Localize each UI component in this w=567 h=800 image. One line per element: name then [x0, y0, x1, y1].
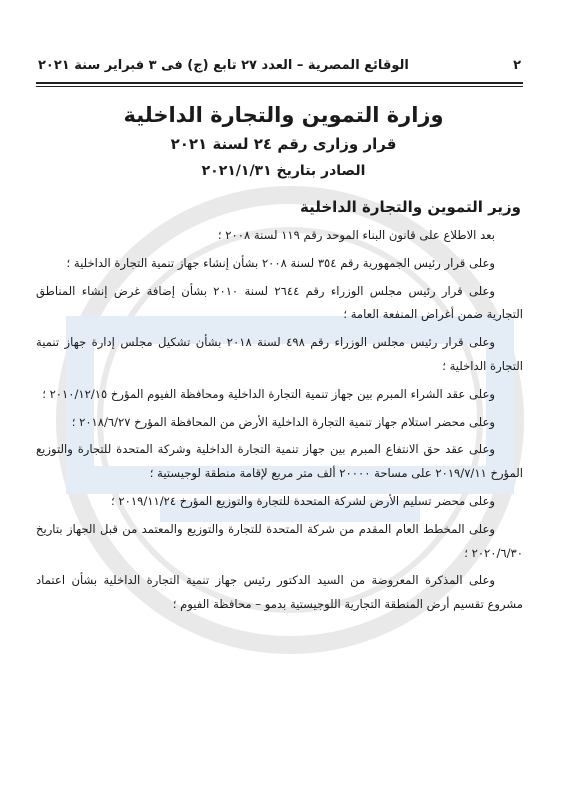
document-body — [36, 224, 523, 617]
paragraph: وعلى عقد حق الانتفاع المبرم بين جهاز تنمية التجارة الداخلية وشركة المتحدة للتجارة والتوزيع المؤرخ ٢٠١٩/٧/١١ على مساحة ٢٠٠٠٠ ألف متر مربع لإقامة منطقة لوجيستية ؛ — [36, 442, 523, 481]
header-divider — [36, 82, 523, 87]
issue-date: الصادر بتاريخ ٢٠٢١/١/٣١ — [201, 163, 366, 179]
title-block — [60, 103, 507, 179]
paragraph: وعلى عقد الشراء المبرم بين جهاز تنمية التجارة الداخلية ومحافظة الفيوم المؤرخ ٢٠١٠/١٢/١٥ ؛ — [42, 386, 495, 401]
paragraph: وعلى محضر تسليم الأرض لشركة المتحدة للتجارة والتوزيع المؤرخ ٢٠١٩/١١/٢٤ ؛ — [111, 493, 495, 508]
page-number: ٢ — [513, 58, 521, 73]
paragraph: بعد الاطلاع على قانون البناء الموحد رقم ١١٩ لسنة ٢٠٠٨ ؛ — [217, 228, 495, 242]
paragraph: وعلى قرار رئيس مجلس الوزراء رقم ٢٦٤٤ لسنة ٢٠١٠ بشأن إضافة غرض إنشاء المناطق التجارية ضمن أغراض المنفعة العامة ؛ — [36, 283, 523, 322]
minister-heading: وزير التموين والتجارة الداخلية — [300, 198, 521, 216]
paragraph: وعلى المذكرة المعروضة من السيد الدكتور رئيس جهاز تنمية التجارة الداخلية بشأن اعتماد مشروع تقسيم أرض المنطقة التجارية اللوجيستية بدمو – محافظة الفيوم ؛ — [36, 573, 523, 612]
paragraph: وعلى قرار رئيس مجلس الوزراء رقم ٤٩٨ لسنة ٢٠١٨ بشأن تشكيل مجلس إدارة جهاز تنمية التجارة الداخلية ؛ — [36, 335, 523, 373]
paragraph: وعلى محضر استلام جهاز تنمية التجارة الداخلية الأرض من المحافظة المؤرخ ٢٠١٨/٦/٢٧ ؛ — [71, 414, 495, 429]
paragraph: وعلى المخطط العام المقدم من شركة المتحدة للتجارة والتوزيع والمعتمد من قبل الجهاز بتاريخ ٢٠٢٠/٦/٣٠ ؛ — [36, 521, 523, 560]
decision-title: قرار وزارى رقم ٢٤ لسنة ٢٠٢١ — [170, 135, 397, 153]
gazette-header — [38, 58, 521, 73]
publication-info: الوقائع المصرية – العدد ٢٧ تابع (ج) فى ٣ فبراير سنة ٢٠٢١ — [38, 58, 409, 73]
paragraph: وعلى قرار رئيس الجمهورية رقم ٣٥٤ لسنة ٢٠٠٨ بشأن إنشاء جهاز تنمية التجارة الداخلية ؛ — [66, 255, 495, 270]
ministry-title: وزارة التموين والتجارة الداخلية — [123, 103, 444, 127]
